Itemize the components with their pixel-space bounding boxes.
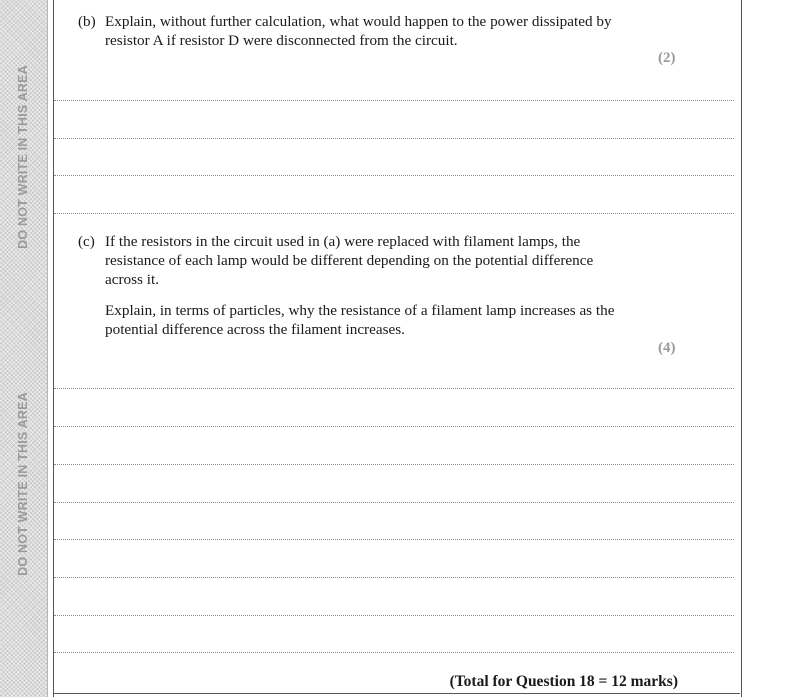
answer-line[interactable]	[54, 138, 734, 139]
part-c-para-1-line: If the resistors in the circuit used in (a) were replaced with filament lamps, the	[105, 233, 581, 250]
part-c-para-2	[105, 301, 614, 339]
answer-line[interactable]	[54, 426, 734, 427]
answer-line[interactable]	[54, 577, 734, 578]
part-b-line-2: resistor A if resistor D were disconnected from the circuit.	[105, 32, 458, 49]
answer-line[interactable]	[54, 652, 734, 653]
page-frame	[53, 0, 742, 697]
part-b-label: (b)	[78, 13, 96, 30]
bottom-divider	[54, 693, 740, 694]
question-total: (Total for Question 18 = 12 marks)	[449, 673, 678, 690]
part-c-para-1-line: across it.	[105, 271, 159, 288]
answer-line[interactable]	[54, 502, 734, 503]
part-b-marks: (2)	[658, 50, 676, 66]
answer-line[interactable]	[54, 213, 734, 214]
part-c-marks: (4)	[658, 340, 676, 356]
part-c-label: (c)	[78, 233, 95, 250]
answer-line[interactable]	[54, 615, 734, 616]
answer-line[interactable]	[54, 388, 734, 389]
answer-line[interactable]	[54, 175, 734, 176]
part-c-para-2-line: Explain, in terms of particles, why the resistance of a filament lamp increases as the	[105, 302, 615, 319]
answer-line[interactable]	[54, 100, 734, 101]
answer-line[interactable]	[54, 539, 734, 540]
answer-line[interactable]	[54, 464, 734, 465]
part-b-line-1: Explain, without further calculation, what would happen to the power dissipated by	[105, 13, 612, 30]
do-not-write-margin: DO NOT WRITE IN THIS AREA DO NOT WRITE IN THIS AREA	[0, 0, 48, 697]
part-c-para-1-line: resistance of each lamp would be different depending on the potential difference	[105, 252, 594, 269]
part-c-para-2-line: potential difference across the filament increases.	[105, 321, 405, 338]
part-c-para-1	[105, 232, 614, 289]
